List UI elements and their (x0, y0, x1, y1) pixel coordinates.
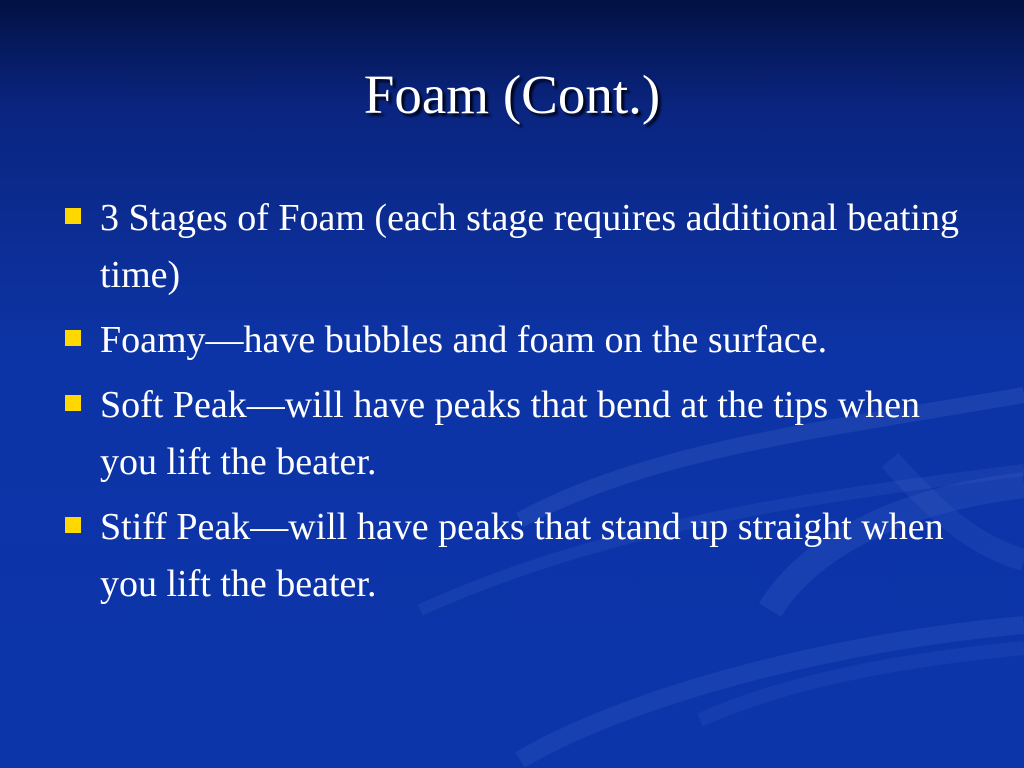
square-bullet-icon (65, 208, 81, 224)
square-bullet-icon (65, 330, 81, 346)
slide-title: Foam (Cont.) (363, 64, 661, 125)
bullet-list (0, 190, 1024, 621)
bullet-text: Foamy—have bubbles and foam on the surface. (100, 319, 828, 361)
bullet-item-stiff-peak (100, 499, 975, 613)
bullet-text: 3 Stages of Foam (each stage requires additional beating time) (100, 197, 959, 296)
bullet-item-stages (100, 190, 975, 304)
bullet-text: Soft Peak—will have peaks that bend at the tips when you lift the beater. (100, 384, 920, 483)
square-bullet-icon (65, 395, 81, 411)
bullet-item-soft-peak (100, 377, 975, 491)
square-bullet-icon (65, 517, 81, 533)
bullet-item-foamy (100, 312, 975, 369)
bullet-text: Stiff Peak—will have peaks that stand up straight when you lift the beater. (100, 506, 944, 605)
